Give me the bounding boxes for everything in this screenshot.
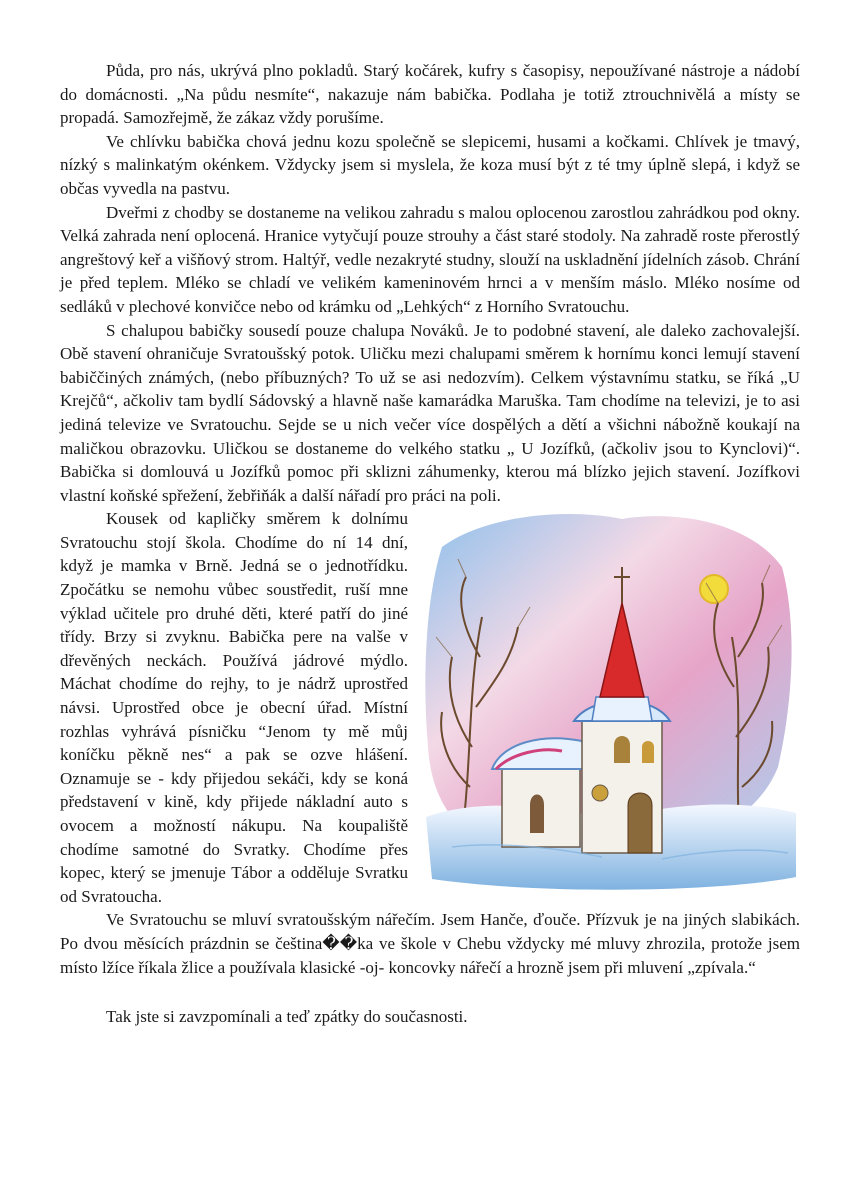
paragraph-attic: Půda, pro nás, ukrývá plno pokladů. Starý kočárek, kufry s časopisy, nepoužívané nástroje a nádobí do domácnosti. „Na půdu nesmíte“, nakazuje nám babička. Podlaha je totiž ztrouchnivělá a místy se propadá. Samozřejmě, že zákaz vždy porušíme. xyxy=(60,61,800,128)
closing-line: Tak jste si zavzpomínali a teď zpátky do současnosti. xyxy=(106,1007,468,1027)
paragraph-school: Kousek od kapličky směrem k dolnímu Svratouchu stojí škola. Chodíme do ní 14 dní, když je mamka v Brně. Jedná se o jednotřídku. Zpočátku se nemohu vůbec soustředit, ruší mne výklad učitele pro druhé děti, které patří do jiné třídy. Brzy si zvyknu. Babička pere na valše v dřevěných neckách. Používá jádrové mýdlo. Máchat chodíme do rejhy, to je nádrž uprostřed návsi. Uprostřed obce je obecní úřad. Místní rozhlas vyhrává písničku “Jenom ty mě můj koníčku pěkně nes“ a pak se ozve hlášení. Oznamuje se - kdy přijedou sekáči, kdy se koná představení v kině, kdy přijede nákladní auto s ovocem a možností nákupu. Na koupaliště chodíme samotné do Svratky. Chodíme přes kopec, který se jmenuje Tábor a odděluje Svratku od Svratoucha. xyxy=(60,509,408,906)
paragraph-dialect: Ve Svratouchu se mluví svratoušským nářečím. Jsem Hanče, ďouče. Přízvuk je na jiných slabikách. Po dvou měsících prázdnin se čeština��ka ve škole v Chebu vždycky mé mluvy zhrozila, protože jsem místo lžíce říkala žlice a používala klasické -oj- koncovky nářečí a hrozně jsem při mluvení „zpívala.“ xyxy=(60,910,800,977)
memoir-text xyxy=(60,59,800,1029)
chapel-illustration xyxy=(422,507,800,897)
paragraph-neighbors: S chalupou babičky sousedí pouze chalupa Nováků. Je to podobné stavení, ale daleko zachovalejší. Obě stavení ohraničuje Svratoušský potok. Uličku mezi chalupami směrem k hornímu konci lemují stavení babiččiných známých, (nebo příbuzných? To už se asi nedozvím). Celkem výstavnímu statku, se říká „U Krejčů“, ačkoliv tam bydlí Sádovský a hlavně naše kamarádka Maruška. Tam chodíme na televizi, je to asi jediná televize ve Svratouchu. Sejde se u nich večer více dospělých a dětí a všichni nábožně koukají na maličkou obrazovku. Uličkou se dostaneme do velkého statku „ U Jozífků, (ačkoliv jsou to Kynclovi)“. Babička si domlouvá u Jozífků pomoc při sklizni záhumenky, kterou má blízko jejich stavení. Jozífkovi vlastní koňské spřežení, žebřiňák a další nářadí pro práci na poli. xyxy=(60,320,800,505)
paragraph-barn: Ve chlívku babička chová jednu kozu společně se slepicemi, husami a kočkami. Chlívek je tmavý, nízký s malinkatým okénkem. Vždycky jsem si myslela, že koza musí být z té tmy úplně slepá, i když se občas vyvedla na pastvu. xyxy=(60,131,800,198)
paragraph-garden: Dveřmi z chodby se dostaneme na velikou zahradu s malou oplocenou zarostlou zahrádkou pod okny. Velká zahrada není oplocená. Hranice vytyčují pouze strouhy a část staré stodoly. Na zahradě roste přerostlý angreštový keř a višňový strom. Haltýř, vedle nezakryté studny, slouží na uskladnění jídelních zásob. Chrání je před teplem. Mléko se chladí ve velikém kameninovém hrnci a v menším máslo. Mléko nosíme od sedláků v plechové konvičce nebo od krámku od „Lehkých“ z Horního Svratouchu. xyxy=(60,202,800,316)
chapel-painting-icon xyxy=(422,507,800,897)
